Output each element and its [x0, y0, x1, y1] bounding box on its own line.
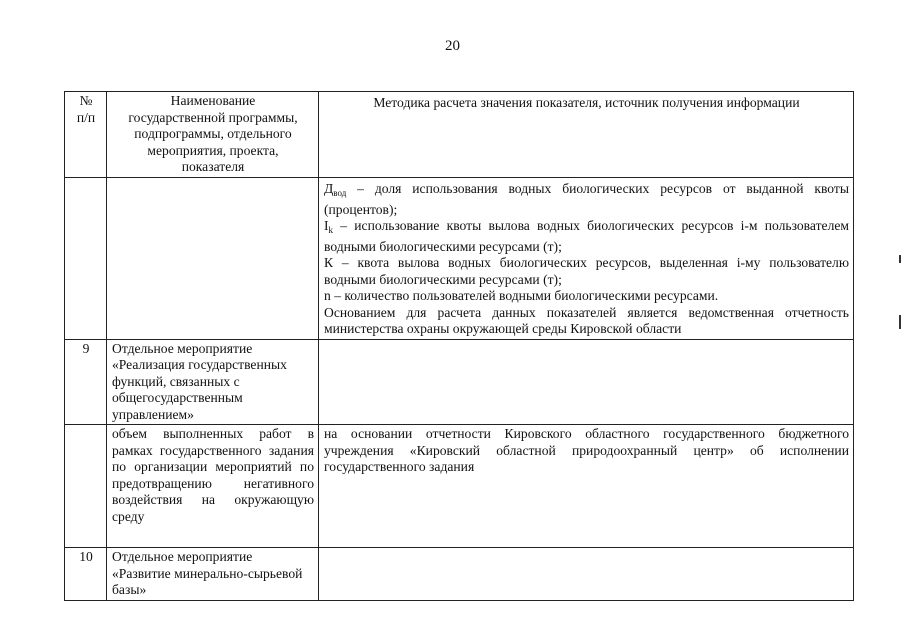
row-number	[65, 178, 107, 340]
legend-text: – использование квоты вылова водных биологических ресурсов i-м пользователем водными биологическими ресурсами (т);	[324, 218, 849, 254]
row-method	[319, 548, 854, 601]
header-number	[65, 92, 107, 178]
methodology-table	[64, 91, 854, 601]
header-number-line: №	[79, 93, 93, 108]
header-name-line: государственной программы,	[128, 109, 298, 125]
basis-note: Основанием для расчета данных показателей является ведомственная отчетность министерства охраны окружающей среды Кировской области	[324, 304, 849, 336]
symbol: Д	[324, 181, 334, 196]
table-header-row	[65, 92, 854, 178]
table-row	[65, 178, 854, 340]
formula-legend-item	[324, 218, 849, 255]
table-row	[65, 339, 854, 425]
row-method	[319, 178, 854, 340]
header-name-line: показателя	[181, 159, 245, 174]
row-method: на основании отчетности Кировского областного государственного бюджетного учреждения «Кировский областной природоохранный центр» об исполнении государственного задания	[319, 425, 854, 548]
table-row	[65, 548, 854, 601]
header-name-line: Наименование	[170, 93, 256, 108]
header-number-line: п/п	[76, 109, 96, 125]
symbol-subscript: k	[328, 225, 334, 235]
scan-margin-mark	[899, 255, 901, 263]
formula-legend-item: n – количество пользователей водными биологическими ресурсами.	[324, 288, 719, 303]
row-name: Отдельное мероприятие «Реализация государственных функций, связанных с общегосударственным управлением»	[107, 339, 319, 425]
row-name	[107, 178, 319, 340]
row-name: Отдельное мероприятие «Развитие минерально-сырьевой базы»	[107, 548, 319, 601]
row-number: 9	[65, 339, 107, 425]
row-method	[319, 339, 854, 425]
header-name-line: мероприятия, проекта,	[147, 142, 279, 158]
header-name	[107, 92, 319, 178]
page-number: 20	[445, 38, 460, 54]
row-number: 10	[65, 548, 107, 601]
legend-text: – доля использования водных биологических ресурсов от выданной квоты (процентов);	[324, 181, 849, 217]
formula-legend-item	[324, 181, 849, 218]
row-number	[65, 425, 107, 548]
header-name-line: подпрограммы, отдельного	[134, 126, 292, 141]
scan-margin-mark	[899, 315, 901, 329]
formula-legend-item: К – квота вылова водных биологических ресурсов, выделенная i-му пользователю водными биологическими ресурсами (т);	[324, 255, 849, 287]
header-method: Методика расчета значения показателя, источник получения информации	[319, 92, 854, 178]
symbol-subscript: вод	[333, 188, 347, 198]
row-name: объем выполненных работ в рамках государственного задания по организации мероприятий по предотвращению негативного воздействия на окружающую среду	[107, 425, 319, 548]
table-row	[65, 425, 854, 548]
symbol: I	[324, 218, 329, 233]
